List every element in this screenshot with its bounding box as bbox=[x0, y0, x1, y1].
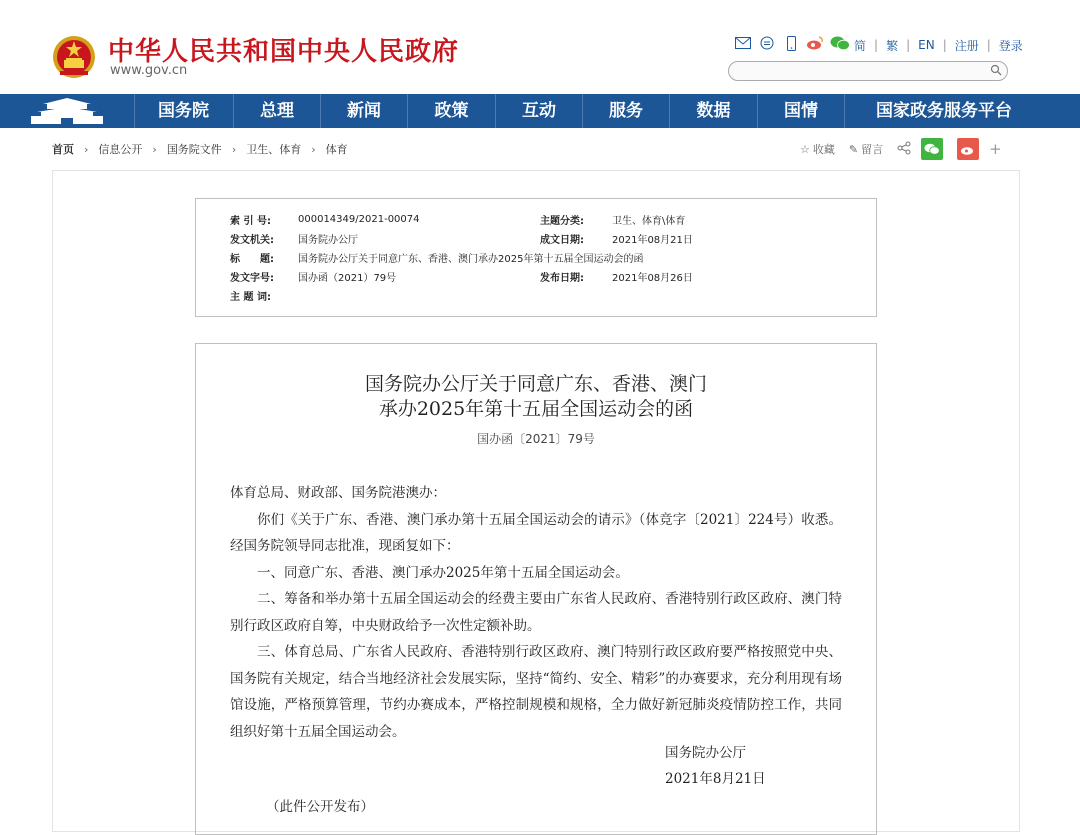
breadcrumb-home[interactable]: 首页 bbox=[52, 143, 74, 156]
breadcrumb-state-council-docs[interactable]: 国务院文件 bbox=[166, 143, 222, 156]
star-icon: ☆ bbox=[800, 142, 810, 156]
chevron-right-icon: › bbox=[84, 142, 89, 156]
separator: | bbox=[874, 38, 879, 52]
weibo-icon bbox=[960, 143, 976, 155]
site-header bbox=[0, 0, 1080, 94]
nav-items bbox=[134, 94, 1043, 128]
document-metadata bbox=[195, 198, 877, 317]
nav-item-premier[interactable]: 总理 bbox=[234, 94, 321, 128]
meta-index: 索 引 号: 000014349/2021-00074 bbox=[230, 213, 420, 227]
comment-button[interactable] bbox=[849, 141, 883, 157]
chevron-right-icon: › bbox=[231, 142, 237, 156]
meta-title: 标 题: 国务院办公厅关于同意广东、香港、澳门承办2025年第十五届全国运动会的函 bbox=[230, 253, 644, 265]
wechat-icon[interactable] bbox=[830, 36, 848, 54]
signer: 国务院办公厅 bbox=[665, 745, 746, 761]
lang-traditional[interactable]: 繁 bbox=[886, 38, 899, 53]
meta-issuer: 发文机关: 国务院办公厅 bbox=[230, 234, 358, 246]
pencil-icon: ✎ bbox=[848, 142, 859, 156]
document-title: 国务院办公厅关于同意广东、香港、澳门 承办2025年第十五届全国运动会的函 bbox=[364, 373, 707, 420]
breadcrumb bbox=[52, 140, 348, 158]
separator: | bbox=[942, 38, 947, 52]
chevron-right-icon: › bbox=[311, 142, 316, 156]
header-tools bbox=[734, 35, 1023, 55]
meta-doc-number: 发文字号: 国办函（2021）79号 bbox=[230, 272, 397, 284]
site-url[interactable]: www.gov.cn bbox=[110, 63, 188, 78]
public-note: （此件公开发布） bbox=[266, 799, 374, 815]
nav-item-data[interactable]: 数据 bbox=[670, 94, 758, 128]
more-share-button[interactable]: + bbox=[989, 140, 1002, 158]
message-icon[interactable] bbox=[758, 36, 776, 54]
login-link[interactable]: 登录 bbox=[998, 38, 1023, 53]
search-input[interactable] bbox=[728, 61, 1008, 81]
paragraph: 二、筹备和举办第十五届全国运动会的经费主要由广东省人民政府、香港特别行政区政府、澳门特别行政区政府自筹，中央财政给予一次性定额补助。 bbox=[230, 591, 842, 634]
nav-item-policy[interactable]: 政策 bbox=[408, 94, 496, 128]
nav-item-news[interactable]: 新闻 bbox=[321, 94, 408, 128]
lang-english[interactable]: EN bbox=[918, 38, 935, 52]
tiananmen-icon bbox=[27, 98, 107, 124]
nav-home-button[interactable] bbox=[0, 94, 135, 128]
search-icon[interactable] bbox=[990, 64, 1002, 76]
register-link[interactable]: 注册 bbox=[954, 38, 979, 53]
favorite-button[interactable] bbox=[800, 141, 835, 157]
paragraph: 一、同意广东、香港、澳门承办2025年第十五届全国运动会。 bbox=[257, 564, 629, 581]
nav-item-interaction[interactable]: 互动 bbox=[496, 94, 583, 128]
document-text bbox=[230, 480, 842, 745]
weibo-icon[interactable] bbox=[806, 36, 824, 54]
breadcrumb-health-sports[interactable]: 卫生、体育 bbox=[246, 143, 302, 156]
meta-keywords: 主 题 词: bbox=[230, 291, 271, 303]
lang-simplified[interactable]: 简 bbox=[854, 38, 867, 53]
page-actions bbox=[800, 137, 1002, 161]
wechat-icon bbox=[924, 143, 940, 155]
chevron-right-icon: › bbox=[152, 142, 157, 156]
meta-published-date: 发布日期: 2021年08月26日 bbox=[540, 272, 693, 284]
site-title[interactable]: 中华人民共和国中央人民政府 bbox=[108, 37, 460, 67]
wechat-share-button[interactable] bbox=[921, 138, 943, 160]
sign-date: 2021年8月21日 bbox=[665, 771, 766, 787]
main-nav bbox=[0, 94, 1080, 128]
favorite-label: 收藏 bbox=[812, 143, 835, 156]
document-number: 国办函〔2021〕79号 bbox=[477, 432, 595, 446]
meta-category: 主题分类: 卫生、体育\体育 bbox=[540, 215, 686, 227]
document-body bbox=[195, 343, 877, 835]
signature-block bbox=[665, 740, 766, 792]
nav-item-national-info[interactable]: 国情 bbox=[758, 94, 845, 128]
nav-item-service-platform[interactable]: 国家政务服务平台 bbox=[876, 101, 1012, 121]
share-icon[interactable] bbox=[897, 141, 911, 158]
separator: | bbox=[906, 38, 911, 52]
mail-icon[interactable] bbox=[734, 36, 752, 54]
nav-item-services[interactable]: 服务 bbox=[583, 94, 670, 128]
comment-label: 留言 bbox=[861, 143, 884, 156]
nav-item-state-council[interactable]: 国务院 bbox=[134, 94, 234, 128]
mobile-icon[interactable] bbox=[782, 36, 800, 54]
weibo-share-button[interactable] bbox=[957, 138, 979, 160]
paragraph: 你们《关于广东、香港、澳门承办第十五届全国运动会的请示》（体竞字〔2021〕224号）收悉。经国务院领导同志批准，现函复如下： bbox=[230, 511, 842, 554]
national-emblem-icon[interactable] bbox=[52, 33, 96, 81]
salutation: 体育总局、财政部、国务院港澳办： bbox=[230, 485, 446, 501]
separator: | bbox=[986, 38, 991, 52]
paragraph: 三、体育总局、广东省人民政府、香港特别行政区政府、澳门特别行政区政府要严格按照党中央、国务院有关规定，结合当地经济社会发展实际，坚持“简约、安全、精彩”的办赛要求，充分利用现有场馆设施，严格预算管理，节约办赛成本，严格控制规模和规格，全力做好新冠肺炎疫情防控工作，共同组织好第十五届全国运动会。 bbox=[230, 644, 842, 740]
breadcrumb-info-disclosure[interactable]: 信息公开 bbox=[98, 143, 143, 156]
breadcrumb-sports[interactable]: 体育 bbox=[325, 143, 348, 156]
meta-created-date: 成文日期: 2021年08月21日 bbox=[540, 234, 693, 246]
